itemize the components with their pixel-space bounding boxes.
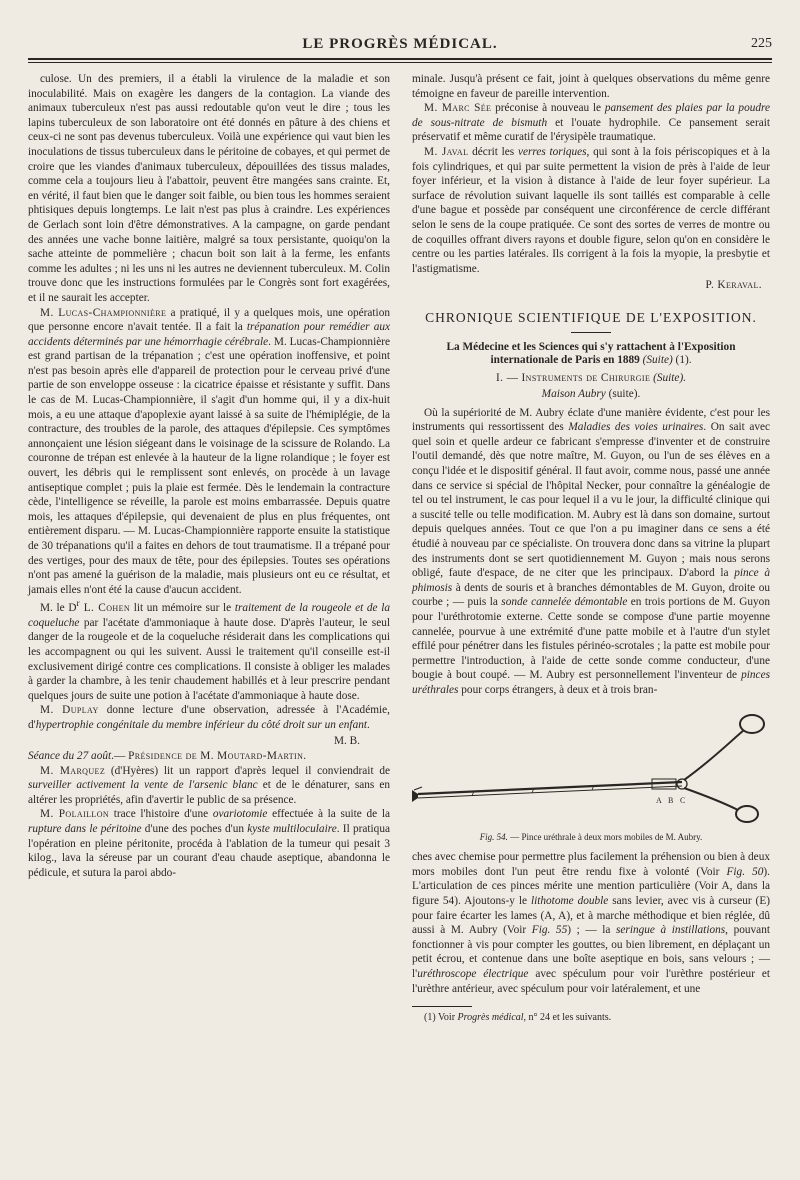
- section-rule: [571, 332, 611, 333]
- figure-caption-text: — Pince uréthrale à deux mors mobiles de M. Aubry.: [507, 831, 703, 842]
- superscript: r: [76, 599, 80, 610]
- seance-date: Séance du 27 août: [28, 750, 112, 763]
- page-header: [28, 36, 772, 58]
- italic-topic: trépanation pour remédier aux accidents déterminés par une hémorrhagie cérébrale: [28, 321, 390, 348]
- italic-topic: pansement des plaies par la poudre de sous-nitrate de bismuth: [412, 102, 771, 129]
- paragraph-text: préconise à nouveau le: [491, 102, 605, 115]
- italic-topic: kyste multiloculaire: [247, 823, 337, 836]
- paragraph-text: . On sait avec quel soin et quelle ardeur ce fabricant s'empresse d'inventer et de construire l'outil demandé, dès que notre maître, M. Guyon, ou l'un de ses élèves en a conçu l'idée et le dispositif général. Il faut avoir, comme nous, passé une année dans ce service si spécial de l'hôpital Necker, pour connaître la généalogie de tel ou tel instrument, le cas pour lequel il a vu le jour, la difficulté clinique qui a suscité telle ou telle modification. M. Aubry est là dans son domaine, surtout depuis quelques années. Tout ce que l'on a pu imaginer dans ce sens a été étudié à nouveau par ce spécialiste. On trouvera donc dans sa vitrine la plupart des instruments dont se sert quotidiennement M. Guyon ; mais nous serons obligé, faute d'espace, de ne citer que les principaux. D'abord la: [412, 421, 771, 580]
- footnote-journal: Progrès médical: [457, 1012, 524, 1024]
- section-suite: (Suite): [639, 353, 673, 366]
- paragraph-text: et l'ouate hydrophile. Ce pansement serait préservatif et même curatif de l'érysipèle traumatique.: [412, 116, 770, 144]
- figure-label-c: C: [680, 795, 686, 805]
- paragraph-text: . Il pratiqua l'opération en pleine péritonite, procéda à l'ablation de la tumeur qui pesait 3 kilog., lava la séreuse par un courant d'eau chaude aseptique, abandonna le pédicule, et sutura la paroi abdo-: [28, 823, 390, 879]
- italic-topic: uréthroscope électrique: [417, 967, 529, 980]
- author-name: L. Cohen: [79, 602, 131, 615]
- italic-topic: verres toriques: [517, 145, 587, 158]
- paragraph-polaillon: [28, 807, 390, 880]
- paragraph-text: sans levier, avec vis à curseur (E) pour faire écarter les lames (A, A), et à marche méthodique et bien réglée, dû aussi à M. Aubry (Voir: [412, 894, 770, 937]
- urethral-forceps-illustration: [412, 710, 770, 824]
- paragraph-text: . M. Lucas-Championnière est grand partisan de la trépanation ; c'est une opération inoffensive, et point n'est pas besoin après elle d'appareil de protection pour le cerveau privé d'une partie de son enveloppe osseuse : la cicatrice épaisse et résistante y suffit. Dans le cas de M. Lucas-Championnière, il s'agit d'un homme qui, il y a dix-huit mois, a eu une attaque d'apoplexie ayant laissé à sa suite de l'hémiplégie, de la contracture, des troubles de la parole, des attaques d'épilepsie. Ces symptômes annonçaient une lésion siégeant dans le voisinage de la scissure de Rolando. La couronne de trépan est enlevée à la hauteur de la ligne rolandique ; le foyer est ouvert, les débris qui le remplissent sont enlevés, on procède à un lavage antiseptique complet ; puis la plaie est fermée. Dès le lendemain la contracture cède, l'intelligence se réveille, la parole est moins embarrassée. Depuis quatre mois, les attaques d'épilepsie, qui devenaient de plus en plus fréquentes, ont entièrement disparu. — M. Lucas-Championnière rapporte ensuite la statistique de 30 trépanations qu'il a faites en dehors de tout traumatisme. Il a trépané pour des vertiges, pour des maux de tête, pour des épilepsies. Toutes ses opérations n'ont pas amené la guérison de la maladie, mais plusieurs ont eu ce résultat, et jamais elles n'ont été la cause d'aucun accident.: [28, 335, 390, 596]
- header-rule-thin: [28, 62, 772, 63]
- paragraph-text: en trois portions de M. Guyon pour l'uréthrotomie externe. Cette sonde se compose d'une partie moyenne cannelée, pourvue à une extrémité d'une patte mobile et à l'autre d'un stylet effilé pour pénétrer dans les fistules périnéo-scrotales ; la patte est mobile pour permettre l'introduction, à l'aide de cette sonde comme conducteur, d'une bougie à bout coupé. — M. Aubry est personnellement l'inventeur de: [412, 596, 770, 682]
- paragraph-text: M. le D: [40, 602, 77, 615]
- page-number: 225: [751, 36, 772, 51]
- italic-topic: Maladies des voies urinaires: [568, 421, 704, 434]
- section-title: [412, 341, 770, 367]
- maison-name: Maison Aubry: [541, 388, 606, 401]
- paragraph-pinces: [412, 850, 770, 996]
- paragraph-text: avec spéculum pour voir l'urèthre postérieur et l'urèthre antérieur, avec spéculum pour voir latéralement, et une: [412, 967, 770, 995]
- header-rule: [28, 58, 772, 60]
- paragraph-trepanation: [28, 306, 390, 598]
- paragraph-text: ches avec chemise pour permettre plus facilement la préhension ou bien à deux mors mobiles dont l'un peut être rendu fixe à volonté (Voir: [412, 851, 770, 878]
- subsection-text: I. — Instruments de Chirurgie: [495, 371, 651, 384]
- paragraph-text: .: [367, 718, 370, 731]
- paragraph-text: trace l'histoire d'une: [109, 808, 213, 821]
- paragraph-text: Où la supériorité de M. Aubry éclate d'une manière évidente, c'est pour les instruments qui ressortissent des: [412, 406, 770, 434]
- figure-number: Fig. 54.: [479, 831, 508, 842]
- presidence: Présidence de M. Moutard-Martin.: [128, 750, 307, 763]
- italic-topic: ovariotomie: [212, 808, 268, 821]
- italic-topic: pince à phimosis: [412, 567, 770, 594]
- footnote-rule: [412, 1006, 472, 1007]
- author-name: M. Marquez: [40, 764, 106, 777]
- paragraph-text: et de le dénaturer, sans en altérer les propriétés, afin d'avertir le public de sa présence.: [28, 779, 390, 806]
- paragraph-tuberculosis: [28, 72, 390, 306]
- paragraph-text: pour corps étrangers, à deux et à trois bran-: [458, 683, 658, 696]
- paragraph-text: donne lecture d'une observation, adressée à l'Académie, d': [28, 704, 390, 731]
- paragraph-continuation: [412, 72, 770, 101]
- author-name: M. Marc Sée: [424, 102, 492, 115]
- author-name: M. Javal: [424, 145, 469, 158]
- italic-topic: Fig. 55: [531, 924, 568, 937]
- paragraph-aubry: [412, 406, 770, 698]
- figure-label-a: A: [656, 795, 662, 805]
- italic-topic: seringue à instillations: [616, 924, 726, 937]
- paragraph-text: à dents de souris et à branches démontables de M. Guyon, droite ou courbe ; — puis la: [412, 581, 770, 609]
- paragraph-text: ) ; — la: [567, 924, 617, 937]
- footnote-ref: (1).: [672, 353, 692, 366]
- author-name: M. Lucas-Championnière: [40, 306, 167, 319]
- italic-topic: traitement de la rougeole et de la coqueluche: [28, 602, 390, 629]
- paragraph-text: ). L'articulation de ces pinces mérite une mention particulière (Voir A, dans la figure 54). Ajoutons-y le: [412, 865, 770, 907]
- paragraph-text: décrit les: [468, 145, 518, 158]
- running-title: LE PROGRÈS MÉDICAL.: [302, 36, 498, 52]
- section-title-text: La Médecine et les Sciences qui s'y rattachent à l'Exposition internationale de Paris en 1889: [446, 340, 736, 366]
- italic-topic: Fig. 50: [726, 865, 764, 878]
- paragraph-text: minale. Jusqu'à présent ce fait, joint à quelques observations du même genre témoigne en faveur de pareille intervention.: [412, 73, 770, 100]
- figure-label-b: B: [668, 795, 674, 805]
- seance-heading: [28, 749, 390, 764]
- italic-topic: rupture dans le péritoine: [28, 823, 142, 836]
- footnote-text: (1) Voir: [424, 1012, 458, 1024]
- signature: M. B.: [333, 735, 360, 748]
- paragraph-duplay: [28, 703, 390, 732]
- paragraph-text: (d'Hyères) lit un rapport d'après lequel il conviendrait de: [105, 764, 390, 777]
- signature: P. Keraval.: [705, 279, 762, 292]
- italic-topic: pinces uréthrales: [412, 669, 770, 696]
- paragraph-text: lit un mémoire sur le: [130, 602, 235, 615]
- paragraph-text: .—: [111, 750, 129, 763]
- paragraph-marquez: [28, 764, 390, 808]
- right-column: [412, 72, 770, 1026]
- subsection-title: [412, 371, 770, 386]
- author-name: M. Duplay: [40, 704, 99, 717]
- paragraph-marc-see: [412, 101, 770, 145]
- figure-caption: [412, 830, 770, 845]
- italic-topic: hypertrophie congénitale du membre inférieur du côté droit sur un enfant: [35, 718, 368, 731]
- figure-urethral-forceps: [412, 710, 770, 824]
- author-name: M. Polaillon: [40, 808, 110, 821]
- footnote: [412, 1011, 770, 1026]
- paragraph-cohen: [28, 597, 390, 703]
- paragraph-text: d'une des poches d'un: [141, 823, 248, 836]
- footnote-text: , n° 24 et les suivants.: [523, 1012, 612, 1024]
- paragraph-text: , pouvant fonctionner à vis pour compter les gouttes, ou bien librement, en déplaçant un petit écrou, et contenue dans une boîte aseptique en bois, sans velours ; — l': [412, 924, 770, 980]
- italic-topic: sonde cannelée démontable: [501, 596, 628, 609]
- paragraph-text: par l'acétate d'ammoniaque à haute dose. D'après l'auteur, le seul danger de la rougeole et de la coqueluche résiderait dans les complications qui les accompagnent ou qui les suivent. Aussi le traitement qu'il conseille est-il exclusivement dirigé contre ces complications. Il consiste à obliger les malades à garder la chambre, à les tenir chaudement habillés et à leur prescrire pendant quelques jours de suite une potion à l'acétate d'ammoniaque à haute dose.: [28, 616, 390, 702]
- chronique-title: CHRONIQUE SCIENTIFIQUE DE L'EXPOSITION.: [425, 309, 757, 325]
- left-column: [28, 72, 390, 880]
- paragraph-text: , qui sont à la fois périscopiques et à la fois cylindriques, et qui par suite permettent la vision de près à l'aide de leur foyer inférieur, et la vision à distance à l'aide de leur foyer supérieur. La surface de révolution suivant laquelle ils sont taillés est comparable à celle d'une bague et possède par conséquent une circonférence de cercle différant selon le sens de la coupe pratiquée. Ce sont des sortes de verres de montre ou de coquilles offrant divers rayons et double figure, selon qu'on en considère le centre ou les parties latérales. Ils corrigent à la fois la myopie, la presbytie et l'astigmatisme.: [412, 145, 771, 275]
- italic-topic: lithotome double: [530, 894, 609, 907]
- subsection-suite: (Suite).: [650, 371, 687, 384]
- italic-topic: surveiller activement la vente de l'arsenic blanc: [28, 779, 258, 792]
- paragraph-text: culose. Un des premiers, il a établi la virulence de la maladie et son inoculabilité. Mais on exagère les dangers de la contagion. La viande des animaux tuberculeux n'est pas aussi redoutable qu'on veut le dire ; tous les lapins tuberculeux de son laboratoire ont été donnés en pâture à des chiens et ceux-ci ne sont pas devenus tuberculeux. Voilà une expérience qui vaut bien les inoculations de tissus tuberculeux dans le péritoine de cobayes, et qui permet de croire que les viandes d'animaux tuberculeux, dépouillées des tissus malades, comme cela a toujours lieu à l'abattoir, peuvent être mangées sans crainte. Et, en vérité, il faut bien que le danger soit faible, ou bien tous les hommes seraient phtisiques depuis longtemps. Le lait n'est pas plus à craindre. Les expériences de Gerlach sont loin d'être démonstratives. A la campagne, on garde pendant des années une vache bonne laitière, malgré sa toux persistante, quoiqu'on la sache atteinte de pommelière ; chacun boit son lait à la ferme, les enfants comme les adultes ; ni les uns ni les autres ne deviennent tuberculeux. M. Colin trouve donc que les instructions formulées par le Congrès sont fort exagérées, et il ne saurait les accepter.: [28, 73, 390, 304]
- maison-heading: [412, 387, 770, 402]
- maison-suite: (suite).: [605, 388, 641, 401]
- paragraph-text: a pratiqué, il y a quelques mois, une opération que personne encore n'avait tentée. Il a fait la: [28, 306, 390, 334]
- paragraph-text: effectuée à la suite de la: [267, 808, 390, 821]
- paragraph-javal: [412, 145, 770, 276]
